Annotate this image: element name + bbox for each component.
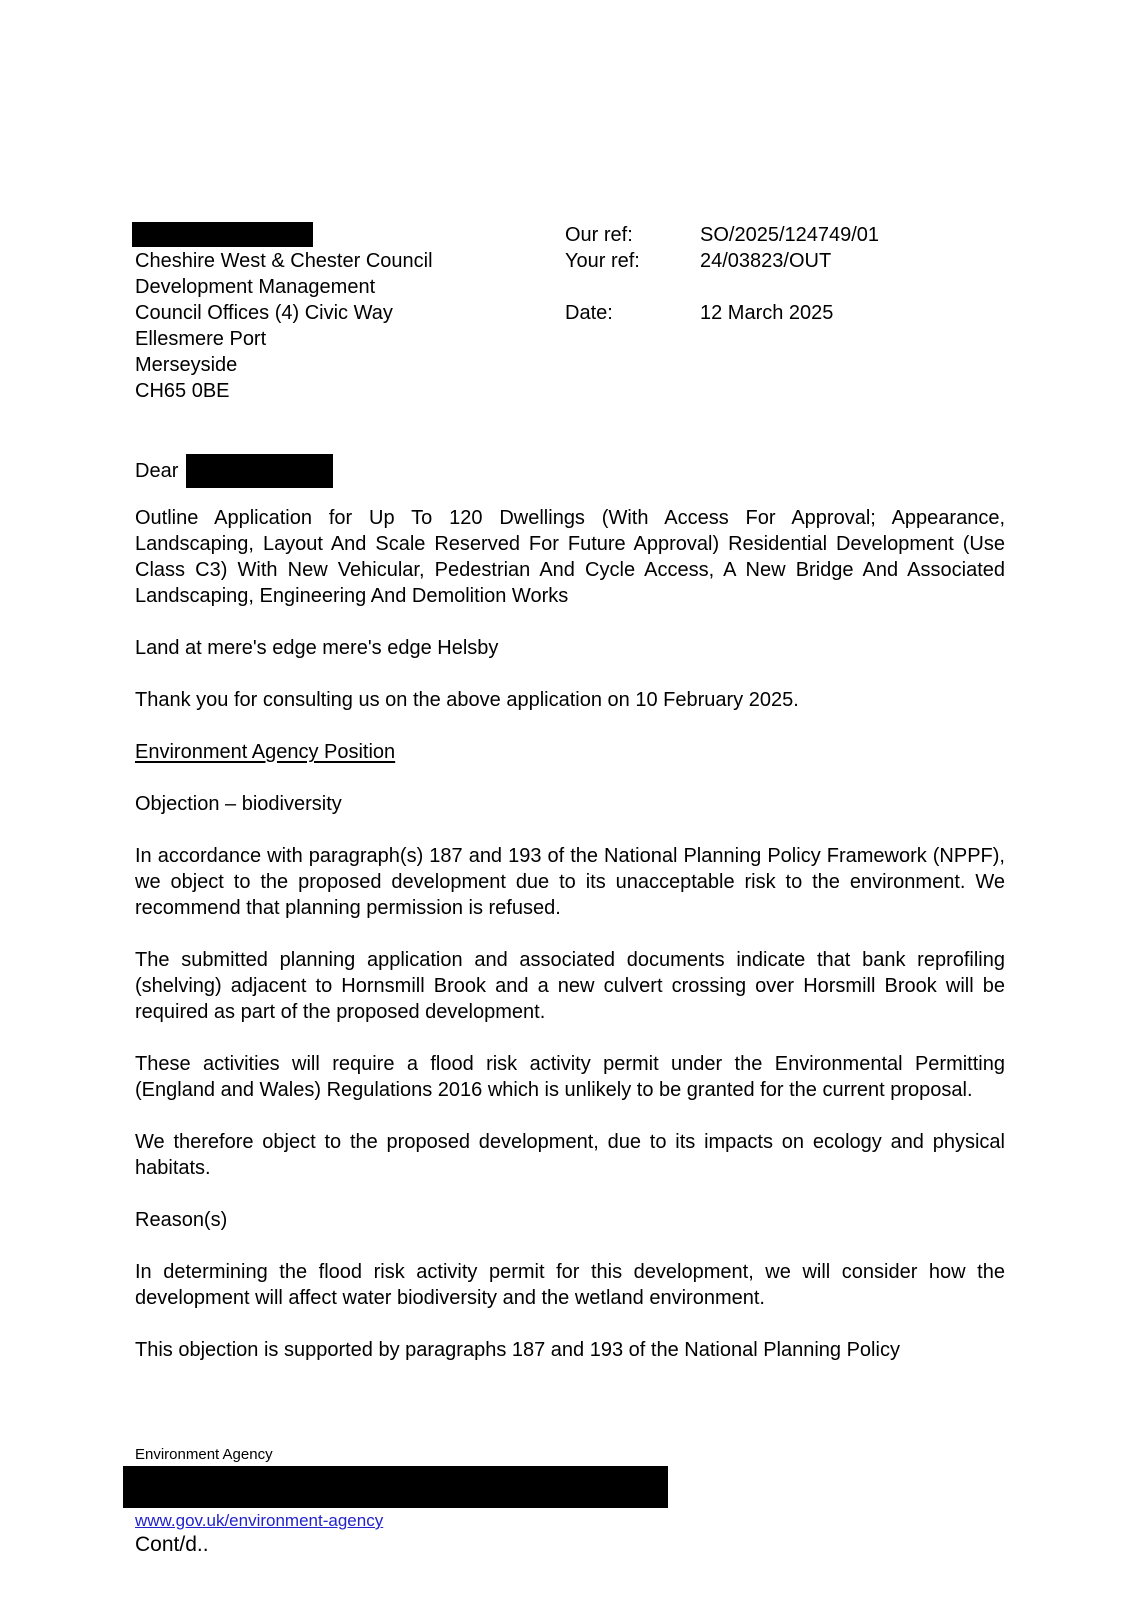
salutation-text: Dear	[135, 460, 179, 482]
our-ref-label: Our ref:	[565, 224, 633, 246]
address-line: CH65 0BE	[135, 380, 230, 402]
body-paragraph: In accordance with paragraph(s) 187 and 193 of the National Planning Policy Framework (NPPF), we object to the proposed development due to its unacceptable risk to the environment. We recommend that planning permission is refused.	[135, 845, 1005, 919]
site-line: Land at mere's edge mere's edge Helsby	[135, 637, 499, 659]
reasons-heading: Reason(s)	[135, 1209, 228, 1231]
address-line: Ellesmere Port	[135, 328, 267, 350]
body-paragraph: These activities will require a flood risk activity permit under the Environmental Permitting (England and Wales) Regulations 2016 which is unlikely to be granted for the current proposal.	[135, 1053, 1005, 1101]
redaction-bar-recipient-name	[132, 222, 313, 247]
our-ref-value: SO/2025/124749/01	[700, 224, 880, 246]
redaction-bar-salutation-name	[186, 454, 333, 488]
address-line: Council Offices (4) Civic Way	[135, 302, 393, 324]
body-paragraph: The submitted planning application and associated documents indicate that bank reprofiling (shelving) adjacent to Hornsmill Brook and a new culvert crossing over Horsmill Brook will be required as part of the proposed development.	[135, 949, 1005, 1023]
your-ref-row	[565, 248, 879, 274]
address-line: Merseyside	[135, 354, 238, 376]
our-ref-row	[565, 222, 879, 248]
your-ref-value: 24/03823/OUT	[700, 250, 832, 272]
ref-spacer	[565, 274, 879, 300]
recipient-address-block	[135, 222, 565, 404]
reason-paragraph: This objection is supported by paragraphs 187 and 193 of the National Planning Policy	[135, 1339, 900, 1361]
position-heading	[135, 739, 1005, 765]
redaction-bar-footer-address	[123, 1466, 668, 1508]
reason-paragraph: In determining the flood risk activity permit for this development, we will consider how the development will affect water biodiversity and the wetland environment.	[135, 1261, 1005, 1309]
footer-website-link[interactable]: www.gov.uk/environment-agency	[135, 1511, 384, 1530]
body-paragraph: We therefore object to the proposed development, due to its impacts on ecology and physical habitats.	[135, 1131, 1005, 1179]
letter-content	[135, 222, 1005, 1363]
date-value: 12 March 2025	[700, 302, 834, 324]
letter-header	[135, 222, 1005, 404]
subject-paragraph: Outline Application for Up To 120 Dwellings (With Access For Approval; Appearance, Landscaping, Layout And Scale Reserved For Future Approval) Residential Development (Use Class C3) With New Vehicular, Pedestrian And Cycle Access, A New Bridge And Associated Landscaping, Engineering And Demolition Works	[135, 507, 1005, 607]
reference-block	[565, 222, 879, 326]
address-line: Cheshire West & Chester Council	[135, 250, 433, 272]
footer-continuation: Cont/d..	[135, 1533, 209, 1556]
salutation-line	[135, 454, 1005, 488]
address-line: Development Management	[135, 276, 376, 298]
position-heading-text: Environment Agency Position	[135, 741, 396, 763]
footer-agency-name: Environment Agency	[135, 1446, 273, 1463]
intro-paragraph: Thank you for consulting us on the above application on 10 February 2025.	[135, 689, 799, 711]
date-row	[565, 300, 879, 326]
date-label: Date:	[565, 302, 613, 324]
objection-line: Objection – biodiversity	[135, 793, 342, 815]
your-ref-label: Your ref:	[565, 250, 640, 272]
